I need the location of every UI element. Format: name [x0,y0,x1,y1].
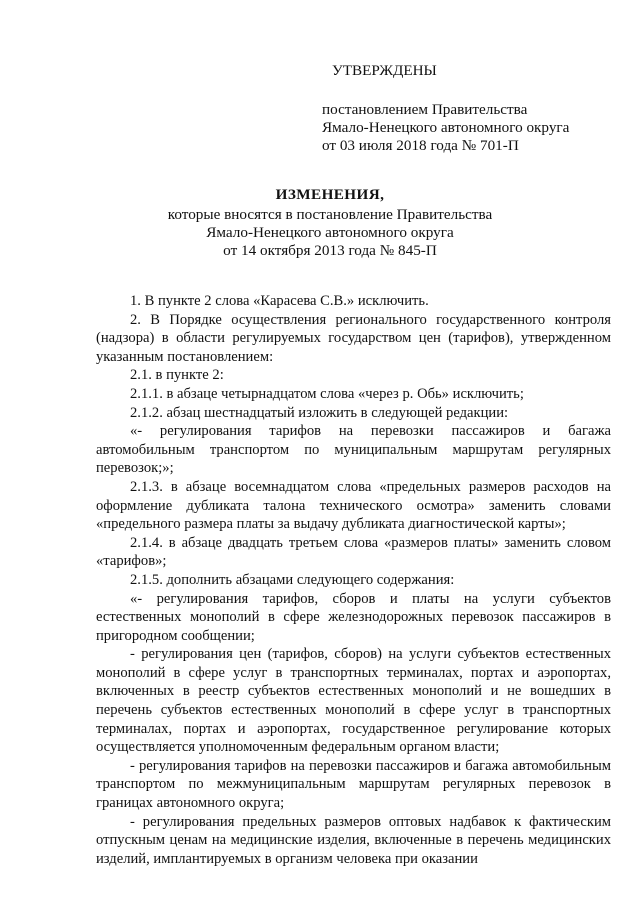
paragraph: 1. В пункте 2 слова «Карасева С.В.» исключить. [130,293,429,309]
title-subline: которые вносятся в постановление Правительства [167,206,493,223]
title-subline: от 14 октября 2013 года № 845-П [223,242,437,259]
paragraph: 2.1.4. в абзаце двадцать третьем слова «размеров платы» заменить словом «тарифов»; [96,534,611,570]
approval-heading: УТВЕРЖДЕНЫ [332,62,437,79]
approval-line: постановлением Правительства [322,101,528,118]
document-body [96,292,611,868]
approval-line: Ямало-Ненецкого автономного округа [322,119,570,136]
paragraph: 2. В Порядке осуществления регионального государственного контроля (надзора) в области регулируемых государством цен (тарифов), утвержденном указанным постановлением: [96,311,611,365]
approval-line: от 03 июля 2018 года № 701-П [322,137,519,154]
document-title: ИЗМЕНЕНИЯ, [275,186,385,203]
paragraph: 2.1.1. в абзаце четырнадцатом слова «через р. Обь» исключить; [130,385,524,402]
paragraph: - регулирования предельных размеров оптовых надбавок к фактическим отпускным ценам на медицинские изделия, включенные в перечень медицинских изделий, имплантируемых в организм человека при оказании [96,813,611,867]
paragraph: 2.1.2. абзац шестнадцатый изложить в следующей редакции: [130,404,509,421]
paragraph: «- регулирования тарифов, сборов и платы на услуги субъектов естественных монополий в сфере железнодорожных перевозок пассажиров в пригородном сообщении; [96,590,611,644]
paragraph: 2.1. в пункте 2: [130,367,224,384]
title-subline: Ямало-Ненецкого автономного округа [206,224,454,241]
paragraph: - регулирования тарифов на перевозки пассажиров и багажа автомобильным транспортом по межмуниципальным маршрутам регулярных перевозок в границах автономного округа; [96,757,611,812]
paragraph: - регулирования цен (тарифов, сборов) на услуги субъектов естественных монополий в сфере услуг в транспортных терминалах, портах и аэропортах, включенных в реестр субъектов естественных монополий и не вошедших в перечень субъектов естественных монополий в сфере услуг в транспортных терминалах, портах и аэропортах, государственное регулирование которых осуществляется уполномоченным федеральным органом власти; [96,646,611,756]
document-title-block [120,186,540,260]
paragraph: «- регулирования тарифов на перевозки пассажиров и багажа автомобильным транспортом по муниципальным маршрутам регулярных перевозок;»; [96,423,611,477]
paragraph: 2.1.3. в абзаце восемнадцатом слова «предельных размеров расходов на оформление дубликата талона технического осмотра» заменить словами «предельного размера платы за выдачу дубликата диагностической карты»; [96,478,611,533]
paragraph: 2.1.5. дополнить абзацами следующего содержания: [130,571,455,588]
approval-block [322,62,569,155]
